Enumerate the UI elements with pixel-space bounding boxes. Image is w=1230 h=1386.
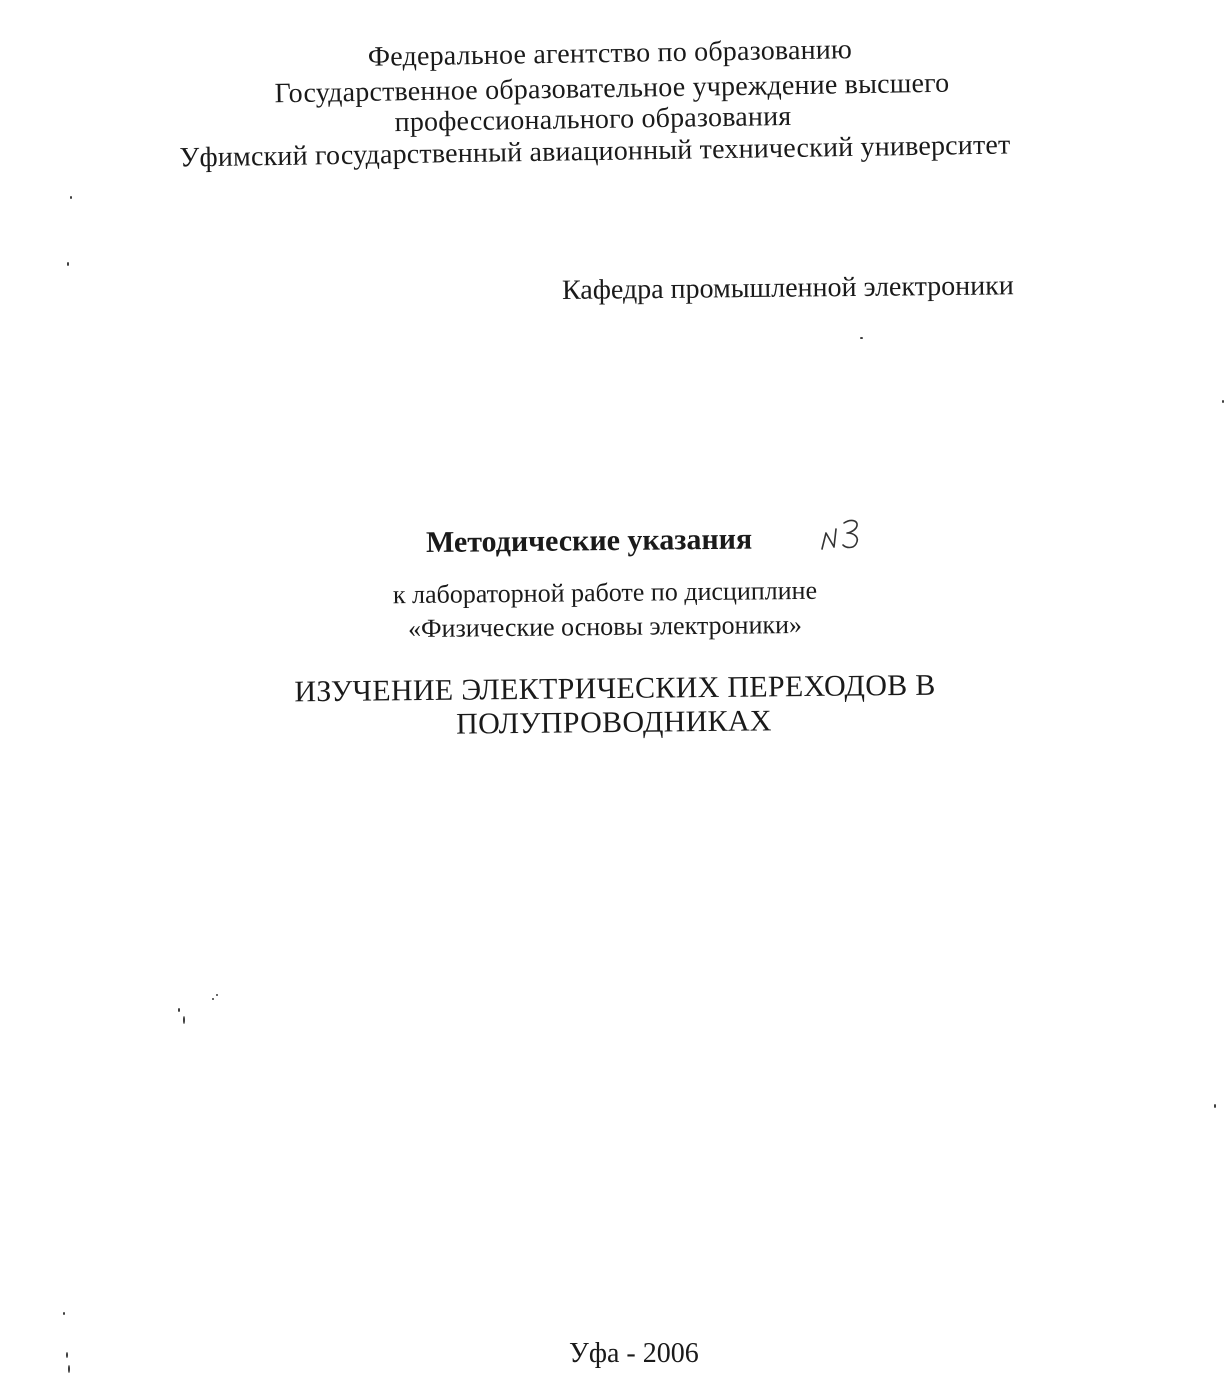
scan-speck <box>66 1352 68 1358</box>
scan-speck <box>216 994 218 996</box>
lab-work-subtitle: к лабораторной работе по дисциплине <box>392 575 818 610</box>
scan-speck <box>860 337 863 339</box>
scan-speck <box>67 262 69 266</box>
work-title-line2: ПОЛУПРОВОДНИКАХ <box>456 704 772 741</box>
institution-type-line1: Государственное образовательное учреждение высшего <box>274 67 950 110</box>
scan-speck <box>63 1312 65 1315</box>
scan-speck <box>1222 400 1224 403</box>
discipline-name: «Физические основы электроники» <box>407 609 803 644</box>
city-year: Уфа - 2006 <box>569 1338 699 1369</box>
scan-speck <box>212 998 214 1000</box>
work-title-line1: ИЗУЧЕНИЕ ЭЛЕКТРИЧЕСКИХ ПЕРЕХОДОВ В <box>294 668 936 709</box>
university-name: Уфимский государственный авиационный технический университет <box>179 129 1011 174</box>
scan-speck <box>68 1365 70 1373</box>
department-name: Кафедра промышленной электроники <box>561 270 1014 306</box>
scan-speck <box>70 196 72 199</box>
document-type: Методические указания <box>425 522 753 559</box>
agency-name: Федеральное агентство по образованию <box>367 34 853 73</box>
scan-speck <box>183 1016 185 1024</box>
scan-speck <box>178 1008 180 1012</box>
institution-type-line2: профессионального образования <box>394 100 792 139</box>
handwritten-number <box>818 515 876 555</box>
scan-speck <box>1214 1104 1216 1108</box>
